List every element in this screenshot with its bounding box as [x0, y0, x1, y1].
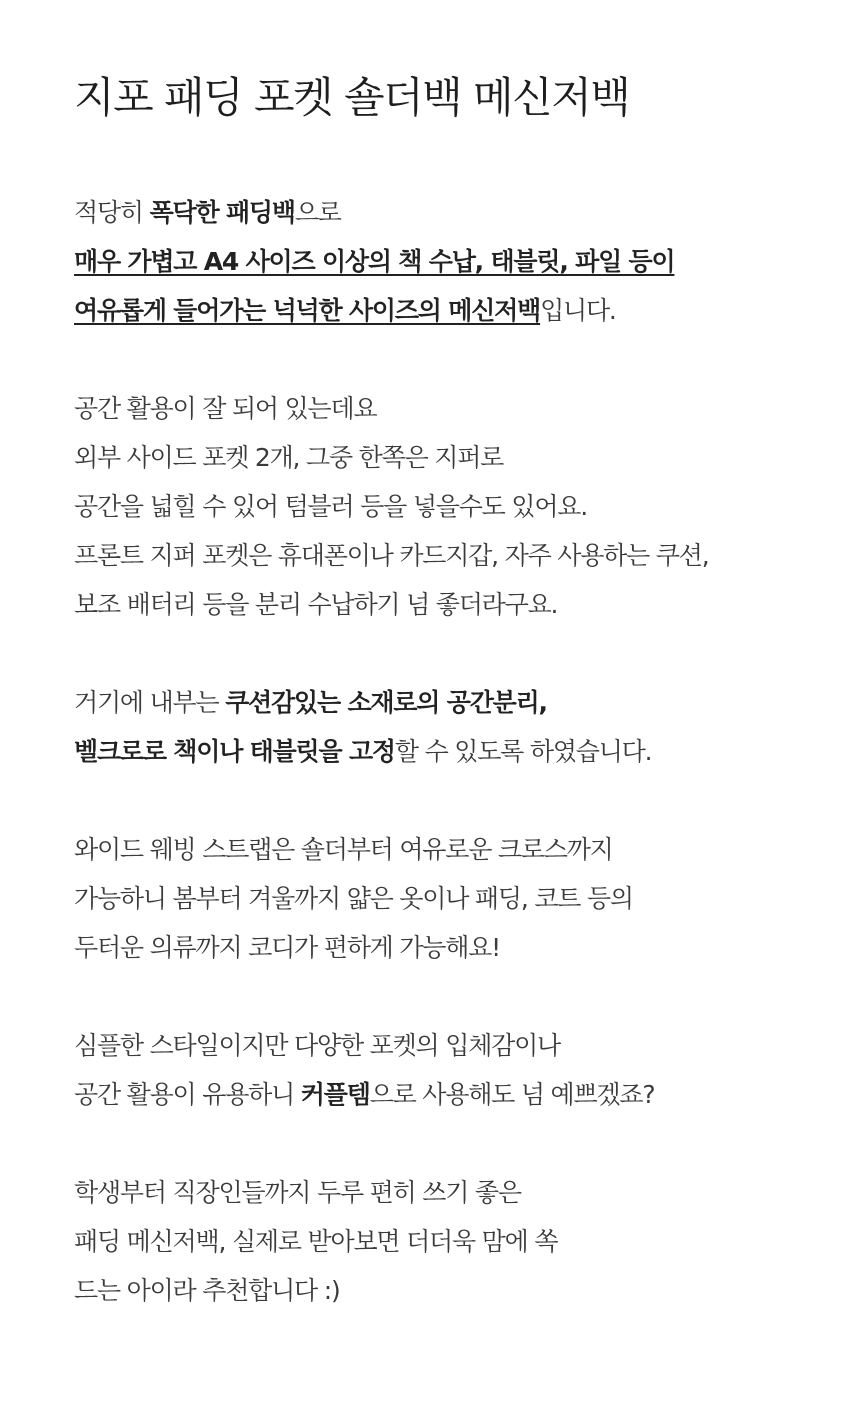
bold-text: 폭닥한 패딩백	[149, 198, 295, 227]
description-line: 심플한 스타일이지만 다양한 포켓의 입체감이나	[74, 1031, 560, 1060]
underlined-bold-text: 매우 가볍고 A4 사이즈 이상의 책 수납, 태블릿, 파일 등이	[74, 247, 675, 276]
underlined-bold-text: 여유롭게 들어가는 넉넉한 사이즈의 메신저백	[74, 296, 541, 325]
text-run: 할 수 있도록 하였습니다.	[394, 737, 652, 766]
description-line: 와이드 웨빙 스트랩은 숄더부터 여유로운 크로스까지	[74, 835, 613, 864]
text-run: 적당히	[74, 198, 150, 227]
text-run: 공간 활용이 유용하니	[74, 1080, 301, 1109]
description-line: 보조 배터리 등을 분리 수납하기 넘 좋더라구요.	[74, 590, 558, 619]
bold-text: 커플템	[300, 1080, 370, 1109]
description-line: 두터운 의류까지 코디가 편하게 가능해요!	[74, 933, 500, 962]
description-line	[74, 1070, 654, 1119]
description-line: 공간 활용이 잘 되어 있는데요	[74, 394, 377, 423]
bold-text: 벨크로로 책이나 태블릿을 고정	[74, 737, 395, 766]
description-line: 드는 아이라 추천합니다 :)	[74, 1276, 340, 1305]
text-run: 으로 사용해도 넘 예쁘겠죠?	[369, 1080, 655, 1109]
description-line: 외부 사이드 포켓 2개, 그중 한쪽은 지퍼로	[74, 443, 504, 472]
description-line	[74, 678, 547, 727]
bold-text: 쿠션감있는 소재로의 공간분리,	[225, 688, 547, 717]
description-line: 프론트 지퍼 포켓은 휴대폰이나 카드지갑, 자주 사용하는 쿠션,	[74, 541, 709, 570]
description-line: 공간을 넓힐 수 있어 텀블러 등을 넣을수도 있어요.	[74, 492, 587, 521]
description-line: 패딩 메신저백, 실제로 받아보면 더더욱 맘에 쏙	[74, 1227, 558, 1256]
text-run: 거기에 내부는	[74, 688, 226, 717]
description-line	[74, 286, 616, 335]
text-run: 입니다.	[540, 296, 616, 325]
description-line	[74, 188, 341, 237]
product-title: 지포 패딩 포켓 숄더백 메신저백	[74, 73, 630, 122]
description-line	[74, 727, 651, 776]
description-line: 가능하니 봄부터 겨울까지 얇은 옷이나 패딩, 코트 등의	[74, 884, 633, 913]
text-run: 으로	[294, 198, 341, 227]
description-line: 학생부터 직장인들까지 두루 편히 쓰기 좋은	[74, 1178, 521, 1207]
description-line	[74, 237, 674, 286]
